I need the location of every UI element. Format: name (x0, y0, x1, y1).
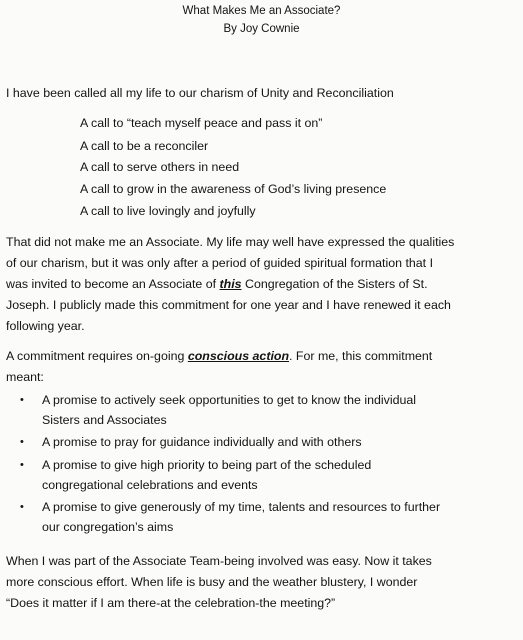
emphasized-phrase: conscious action (187, 349, 290, 363)
call-item: A call to live lovingly and joyfully (80, 204, 256, 218)
promise-item: A promise to give generously of my time, talents and resources to further (42, 500, 441, 514)
document-author: By Joy Cownie (223, 23, 300, 35)
paragraph-line (6, 349, 432, 364)
call-item: A call to “teach myself peace and pass it on” (80, 116, 323, 130)
promise-item: A promise to give high priority to being part of the scheduled (42, 458, 372, 472)
text-span: A commitment requires on-going (6, 349, 188, 363)
paragraph-line: “Does it matter if I am there-at the celebration-the meeting?” (6, 596, 336, 610)
bullet-dot: • (20, 436, 24, 448)
paragraph-line: more conscious effort. When life is busy and the weather blustery, I wonder (6, 575, 418, 589)
call-item: A call to be a reconciler (80, 139, 209, 153)
paragraph-line (6, 277, 428, 292)
promise-item-cont: congregational celebrations and events (42, 478, 258, 492)
promise-item: A promise to pray for guidance individually and with others (42, 435, 362, 449)
paragraph-line: of our charism, but it was only after a period of guided spiritual formation that I (6, 256, 434, 270)
paragraph-line: When I was part of the Associate Team-being involved was easy. Now it takes (6, 554, 432, 568)
bullet-dot: • (20, 459, 24, 471)
paragraph-line: meant: (6, 370, 44, 384)
paragraph-line: following year. (6, 319, 85, 333)
text-span: was invited to become an Associate of (6, 277, 220, 291)
bullet-dot: • (20, 501, 24, 513)
promise-item: A promise to actively seek opportunities to get to know the individual (42, 393, 416, 407)
call-item: A call to serve others in need (80, 160, 240, 174)
document-title: What Makes Me an Associate? (182, 5, 341, 17)
emphasized-word: this (219, 277, 242, 291)
promise-item-cont: Sisters and Associates (42, 413, 167, 427)
text-span: Congregation of the Sisters of St. (241, 277, 428, 291)
text-span: . For me, this commitment (289, 349, 433, 363)
call-item: A call to grow in the awareness of God’s living presence (80, 182, 387, 196)
paragraph-line: Joseph. I publicly made this commitment for one year and I have renewed it each (6, 298, 451, 312)
paragraph-line: That did not make me an Associate. My life may well have expressed the qualities (6, 235, 455, 249)
bullet-dot: • (20, 394, 24, 406)
promise-item-cont: our congregation’s aims (42, 520, 174, 534)
intro-line: I have been called all my life to our charism of Unity and Reconciliation (6, 86, 394, 100)
